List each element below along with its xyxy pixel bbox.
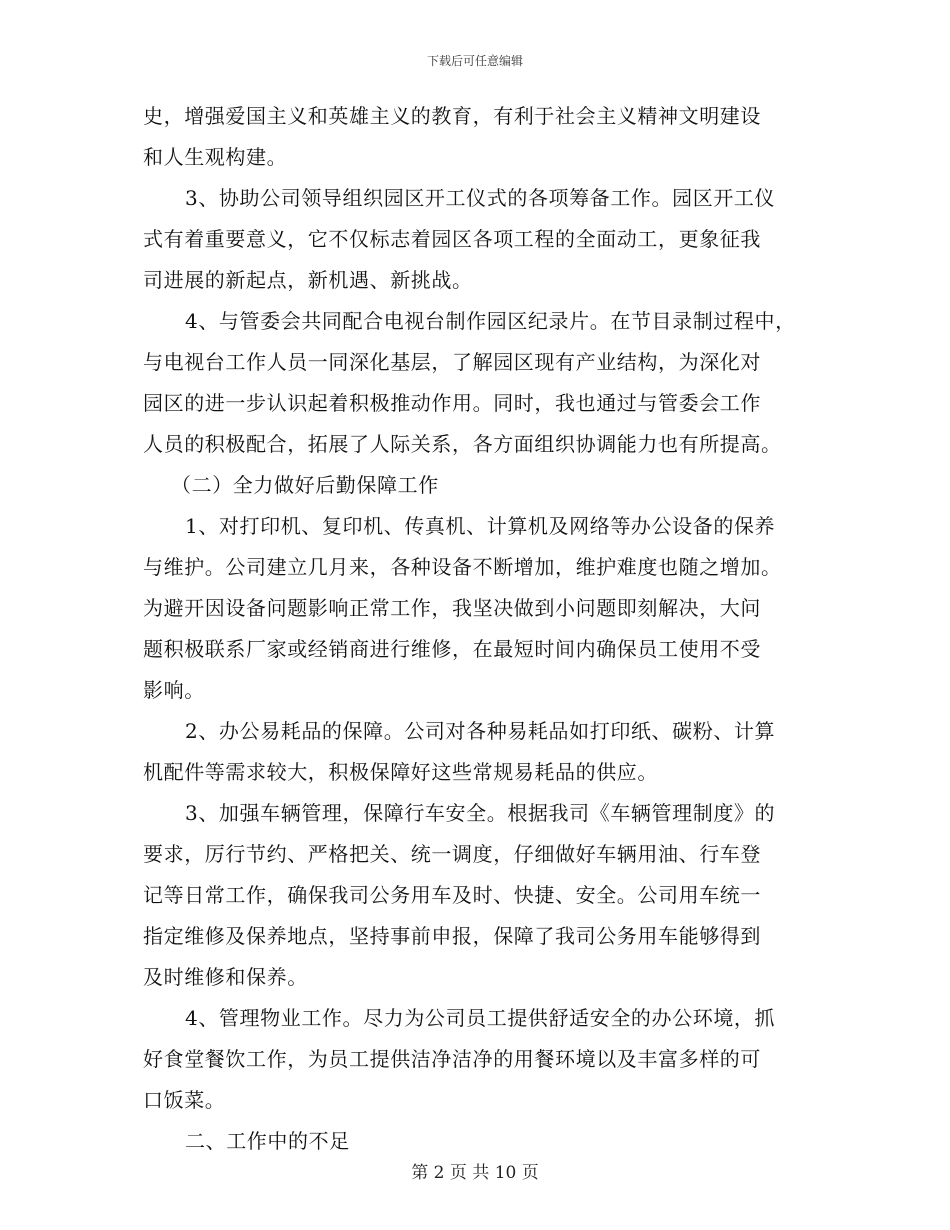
- body-line: 为避开因设备问题影响正常工作，我坚决做到小问题即刻解决，大问: [143, 596, 761, 620]
- body-line: 3、协助公司领导组织园区开工仪式的各项筹备工作。园区开工仪: [185, 186, 776, 210]
- body-line: 4、与管委会共同配合电视台制作园区纪录片。在节目录制过程中，: [185, 309, 796, 333]
- body-line: 1、对打印机、复印机、传真机、计算机及网络等办公设备的保养: [185, 514, 776, 538]
- section-heading: （二）全力做好后勤保障工作: [171, 473, 439, 497]
- body-line: 4、管理物业工作。尽力为公司员工提供舒适安全的办公环境，抓: [185, 1006, 776, 1030]
- body-line: 司进展的新起点，新机遇、新挑战。: [143, 268, 473, 292]
- body-line: 影响。: [143, 678, 205, 702]
- body-line: 与电视台工作人员一同深化基层，了解园区现有产业结构，为深化对: [143, 350, 761, 374]
- body-line: 口饭菜。: [143, 1088, 226, 1112]
- body-line: 史，增强爱国主义和英雄主义的教育，有利于社会主义精神文明建设: [143, 104, 761, 128]
- body-line: 人员的积极配合，拓展了人际关系，各方面组织协调能力也有所提高。: [143, 432, 782, 456]
- body-line: 式有着重要意义，它不仅标志着园区各项工程的全面动工，更象征我: [143, 227, 761, 251]
- body-line: 园区的进一步认识起着积极推动作用。同时，我也通过与管委会工作: [143, 391, 761, 415]
- document-body: [143, 106, 823, 1172]
- body-line: 要求，厉行节约、严格把关、统一调度，仔细做好车辆用油、行车登: [143, 842, 761, 866]
- body-line: 及时维修和保养。: [143, 965, 308, 989]
- body-line: 指定维修及保养地点，坚持事前申报，保障了我司公务用车能够得到: [143, 924, 761, 948]
- page-header: 下载后可任意编辑: [426, 54, 523, 68]
- page-footer: 第 2 页 共 10 页: [411, 1163, 539, 1183]
- section-heading: 二、工作中的不足: [185, 1129, 350, 1153]
- body-line: 和人生观构建。: [143, 145, 288, 169]
- body-line: 与维护。公司建立几月来，各种设备不断增加，维护难度也随之增加。: [143, 555, 782, 579]
- body-line: 好食堂餐饮工作，为员工提供洁净洁净的用餐环境以及丰富多样的可: [143, 1047, 761, 1071]
- body-line: 机配件等需求较大，积极保障好这些常规易耗品的供应。: [143, 760, 658, 784]
- body-line: 3、加强车辆管理，保障行车安全。根据我司《车辆管理制度》的: [185, 801, 776, 825]
- body-line: 2、办公易耗品的保障。公司对各种易耗品如打印纸、碳粉、计算: [185, 719, 776, 743]
- body-line: 记等日常工作，确保我司公务用车及时、快捷、安全。公司用车统一: [143, 883, 761, 907]
- body-line: 题积极联系厂家或经销商进行维修，在最短时间内确保员工使用不受: [143, 637, 761, 661]
